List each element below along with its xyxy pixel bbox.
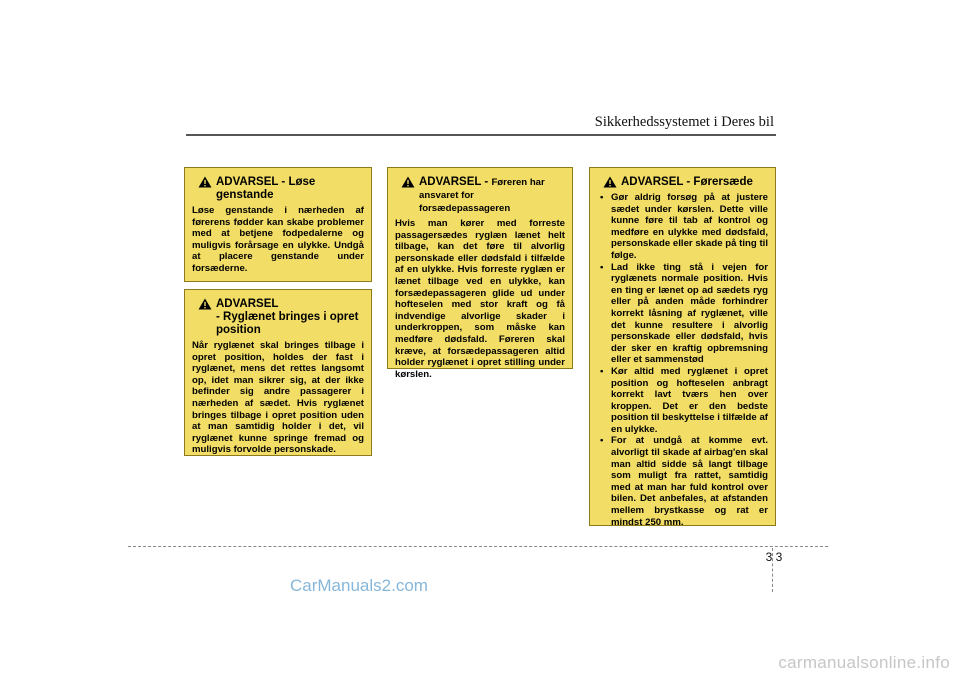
warning-box-driver-seat — [589, 167, 776, 526]
warning-box-loose-objects — [184, 167, 372, 282]
title-dash: - — [481, 176, 492, 188]
warning-triangle-icon — [198, 176, 212, 188]
warning-subtitle: Løse genstande — [216, 176, 316, 201]
warning-body: Løse genstande i nærheden af førerens fødder kan skabe problemer med at betjene fodpedalerne og muligvis forårsage en ulykke. Undgå at placere genstande under forsæderne. — [192, 205, 364, 274]
page-number — [764, 550, 784, 564]
warning-triangle-icon — [401, 176, 415, 188]
warning-box-driver-responsible — [387, 167, 573, 380]
list-item: • Kør altid med ryglænet i opret position og hofteselen anbragt korrekt lavt tværs hen over kroppen. Det er den bedste position til beskyttelse i tilfælde af en ulykke. — [597, 366, 768, 436]
warning-label: ADVARSEL — [419, 176, 482, 188]
list-item: • Gør aldrig forsøg på at justere sædet under kørslen. Dette ville kunne føre til tab af kontrol og medføre en ulykke med dødsfald, personskade eller skade på ting til følge. — [597, 192, 768, 262]
warning-box-seatback-upright — [184, 289, 372, 456]
header-rule — [186, 134, 776, 136]
warning-subtitle: - Ryglænet bringes i opret position — [216, 311, 359, 336]
warning-triangle-icon — [603, 176, 617, 188]
warning-triangle-icon — [198, 298, 212, 310]
list-item: • For at undgå at komme evt. alvorligt til skade af airbag'en skal man altid sidde så langt tilbage som muligt fra rattet, samtidig med at man har fuld kontrol over bilen. Det anbefales, at afstanden mellem brystkasse og rat er mindst 250 mm. — [597, 435, 768, 528]
footer-site-text: carmanualsonline.info — [778, 653, 950, 672]
warning-title — [395, 176, 565, 215]
warning-body: Når ryglænet skal bringes tilbage i opret position, holdes der fast i ryglænet, mens det rettes langsomt op, idet man sikrer sig, at der ikke befinder sig andre passagerer i nærheden af sædet. Hvis ryglænet bringes tilbage i opret position uden at man samtidig holder i det, vil ryglænet kunne springe fremad og muligvis forvolde personskade. — [192, 340, 364, 456]
warning-subtitle: - Førersæde — [683, 176, 753, 188]
warning-label: ADVARSEL — [621, 176, 684, 188]
list-item: • Lad ikke ting stå i vejen for ryglænets normale position. Hvis en ting er lænet op ad sædets ryg eller på anden måde forhindrer korrekt låsning af ryglænet, ville det kunne resultere i alvorlig personskade eller dødsfald, hvis der sker en kraftig opbremsning eller et sammenstød — [597, 262, 768, 366]
warning-label: ADVARSEL — [216, 176, 279, 188]
warning-title — [597, 176, 768, 189]
warning-body: Hvis man kører med forreste passagersædes ryglæn lænet helt tilbage, kan det føre til alvorlig personskade eller dødsfald i tilfælde af en ulykke. Hvis forreste ryglæn er lænet tilbage ved en ulykke, kan forsædepassageren glide ud under hofteselen med stor kraft og få indvendige alvorlige skader i underkroppen, som måske kan medføre dødsfald. Føreren skal kræve, at forsædepassageren altid holder ryglænet i opret stilling under kørslen. — [395, 218, 565, 380]
warning-title — [192, 298, 364, 337]
warning-title — [192, 176, 364, 202]
footer-rule — [128, 546, 828, 547]
warning-label: ADVARSEL — [216, 298, 279, 310]
chapter-number: 3 — [765, 550, 773, 564]
watermark-logo: CarManuals2.com — [290, 576, 428, 595]
page-header-title: Sikkerhedssystemet i Deres bil — [594, 114, 774, 130]
warning-subtitle: Føreren har ansvaret for forsædepassageren — [419, 177, 545, 214]
page-number-value: 3 — [775, 550, 783, 564]
title-dash: - — [278, 176, 289, 188]
warning-bullet-list — [597, 192, 768, 528]
